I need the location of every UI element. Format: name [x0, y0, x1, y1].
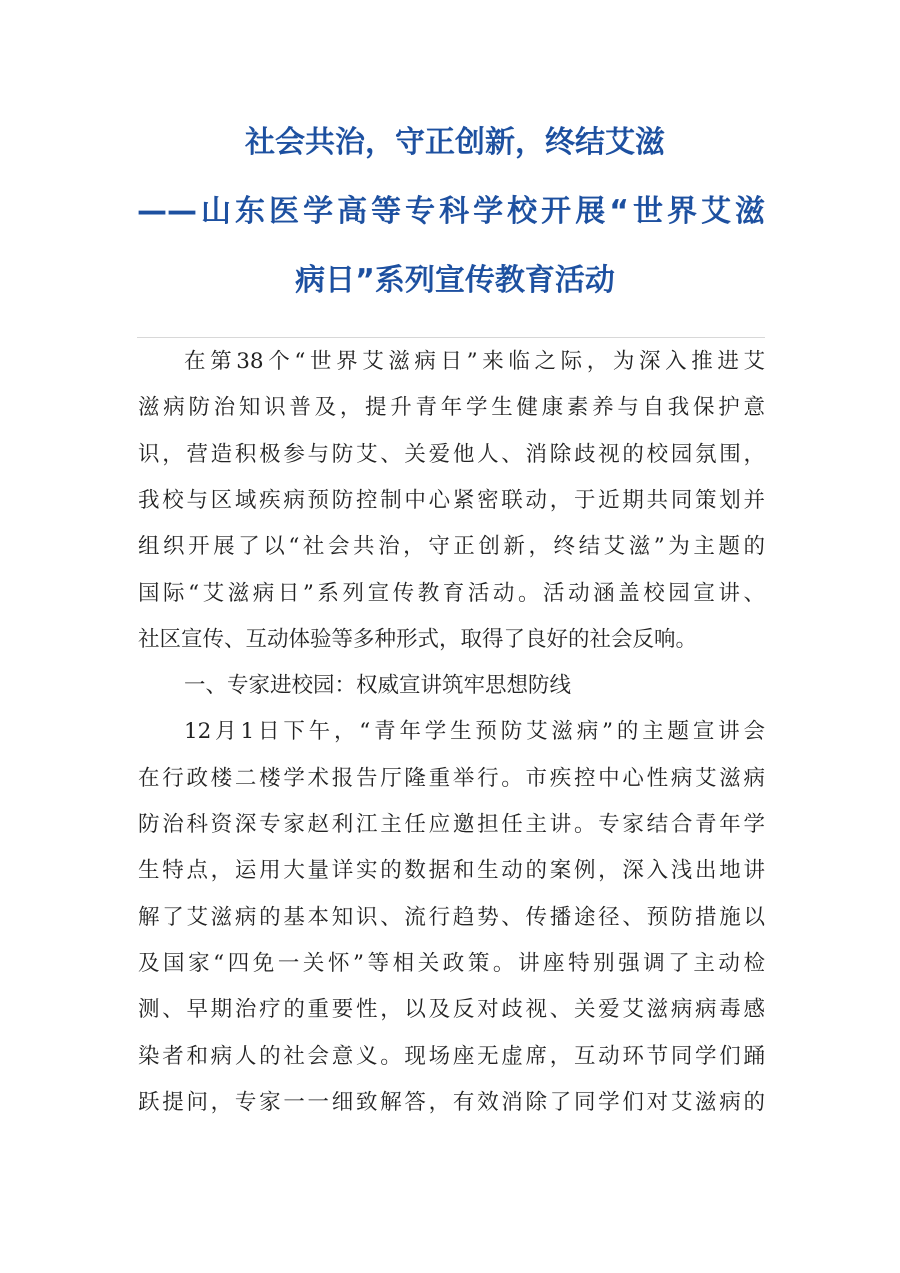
title-line-3: 病日”系列宣传教育活动 [295, 263, 615, 298]
paragraph-line: 跃提问，专家一一细致解答，有效消除了同学们对艾滋病的 [138, 1089, 765, 1115]
title-divider [137, 337, 765, 338]
paragraph-line: 测、早期治疗的重要性，以及反对歧视、关爱艾滋病病毒感 [138, 997, 765, 1023]
paragraph-line: 染者和病人的社会意义。现场座无虚席，互动环节同学们踊 [138, 1043, 765, 1069]
title-line-2: ——山东医学高等专科学校开展“世界艾滋 [137, 194, 765, 229]
paragraph-line: 滋病防治知识普及，提升青年学生健康素养与自我保护意 [138, 395, 765, 421]
section-heading: 一、专家进校园：权威宣讲筑牢思想防线 [184, 673, 572, 699]
paragraph-line: 解了艾滋病的基本知识、流行趋势、传播途径、预防措施以 [138, 904, 765, 930]
paragraph-line: 国际“艾滋病日”系列宣传教育活动。活动涵盖校园宣讲、 [138, 580, 765, 606]
paragraph-line: 在第38个“世界艾滋病日”来临之际，为深入推进艾 [184, 349, 765, 374]
title-line-1: 社会共治，守正创新，终结艾滋 [245, 125, 665, 160]
paragraph-line: 社区宣传、互动体验等多种形式，取得了良好的社会反响。 [138, 626, 698, 652]
paragraph-line: 我校与区域疾病预防控制中心紧密联动，于近期共同策划并 [138, 487, 765, 513]
paragraph-line: 识，营造积极参与防艾、关爱他人、消除歧视的校园氛围， [138, 441, 765, 467]
paragraph-line: 生特点，运用大量详实的数据和生动的案例，深入浅出地讲 [138, 858, 765, 884]
paragraph-line: 在行政楼二楼学术报告厅隆重举行。市疾控中心性病艾滋病 [138, 765, 765, 791]
paragraph-line: 组织开展了以“社会共治，守正创新，终结艾滋”为主题的 [138, 534, 765, 560]
paragraph-line: 及国家“四免一关怀”等相关政策。讲座特别强调了主动检 [138, 950, 765, 976]
paragraph-line: 防治科资深专家赵利江主任应邀担任主讲。专家结合青年学 [138, 812, 765, 837]
paragraph-line: 12月1日下午，“青年学生预防艾滋病”的主题宣讲会 [184, 719, 765, 745]
